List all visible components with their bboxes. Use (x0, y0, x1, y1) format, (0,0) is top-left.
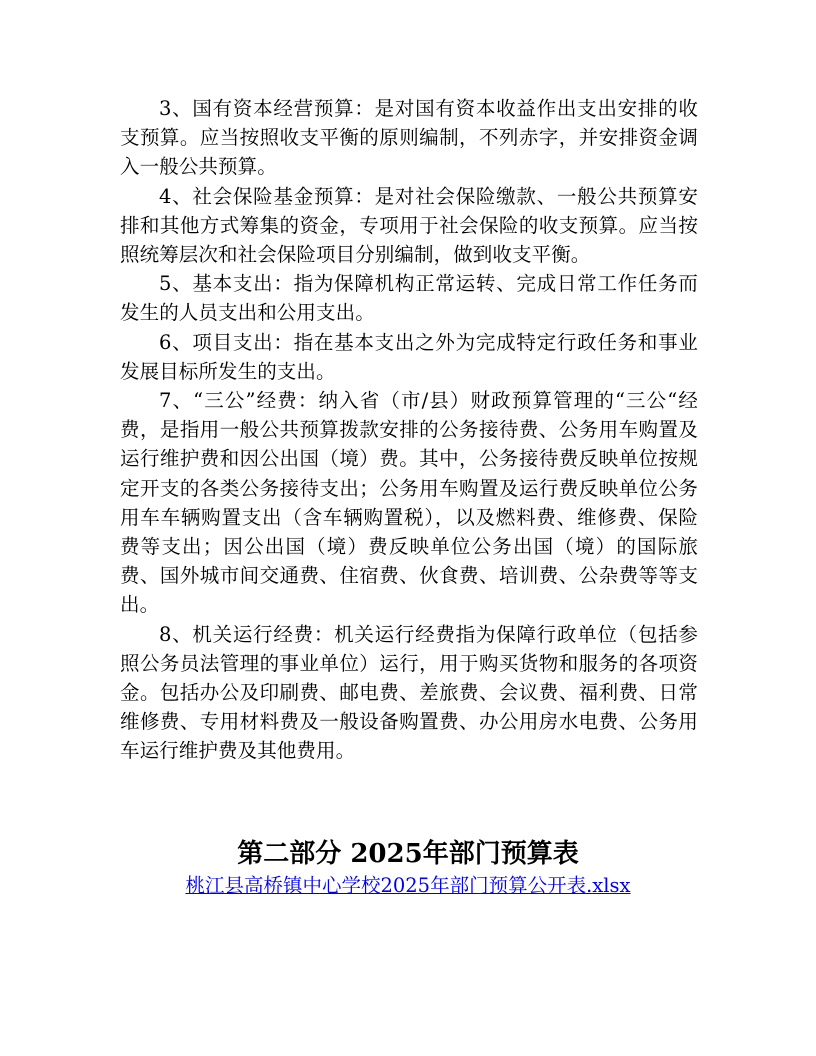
document-body (120, 94, 698, 766)
budget-table-section (0, 836, 816, 900)
budget-spreadsheet-link[interactable]: 桃江县高桥镇中心学校2025年部门预算公开表.xlsx (185, 874, 631, 897)
paragraph-three-public-expenses: 7、“三公”经费：纳入省（市/县）财政预算管理的“三公“经费，是指用一般公共预算拨款安排的公务接待费、公务用车购置及运行维护费和因公出国（境）费。其中，公务接待费反映单位按规定开支的各类公务接待支出；公务用车购置及运行费反映单位公务用车车辆购置支出（含车辆购置税），以及燃料费、维修费、保险费等支出；因公出国（境）费反映单位公务出国（境）的国际旅费、国外城市间交通费、住宿费、伙食费、培训费、公杂费等等支出。 (120, 389, 698, 617)
paragraph-state-capital-budget: 3、国有资本经营预算：是对国有资本收益作出支出安排的收支预算。应当按照收支平衡的原则编制，不列赤字，并安排资金调入一般公共预算。 (120, 97, 698, 179)
paragraph-project-expenditure: 6、项目支出：指在基本支出之外为完成特定行政任务和事业发展目标所发生的支出。 (120, 330, 698, 383)
section-title: 第二部分 2025年部门预算表 (237, 839, 579, 869)
paragraph-basic-expenditure: 5、基本支出：指为保障机构正常运转、完成日常工作任务而发生的人员支出和公用支出。 (120, 272, 698, 325)
paragraph-social-insurance-budget: 4、社会保险基金预算：是对社会保险缴款、一般公共预算安排和其他方式筹集的资金，专项用于社会保险的收支预算。应当按照统筹层次和社会保险项目分别编制，做到收支平衡。 (120, 184, 698, 267)
paragraph-operating-expenses: 8、机关运行经费：机关运行经费指为保障行政单位（包括参照公务员法管理的事业单位）运行，用于购买货物和服务的各项资金。包括办公及印刷费、邮电费、差旅费、会议费、福利费、日常维修费、专用材料费及一般设备购置费、办公用房水电费、公务用车运行维护费及其他费用。 (120, 622, 698, 763)
